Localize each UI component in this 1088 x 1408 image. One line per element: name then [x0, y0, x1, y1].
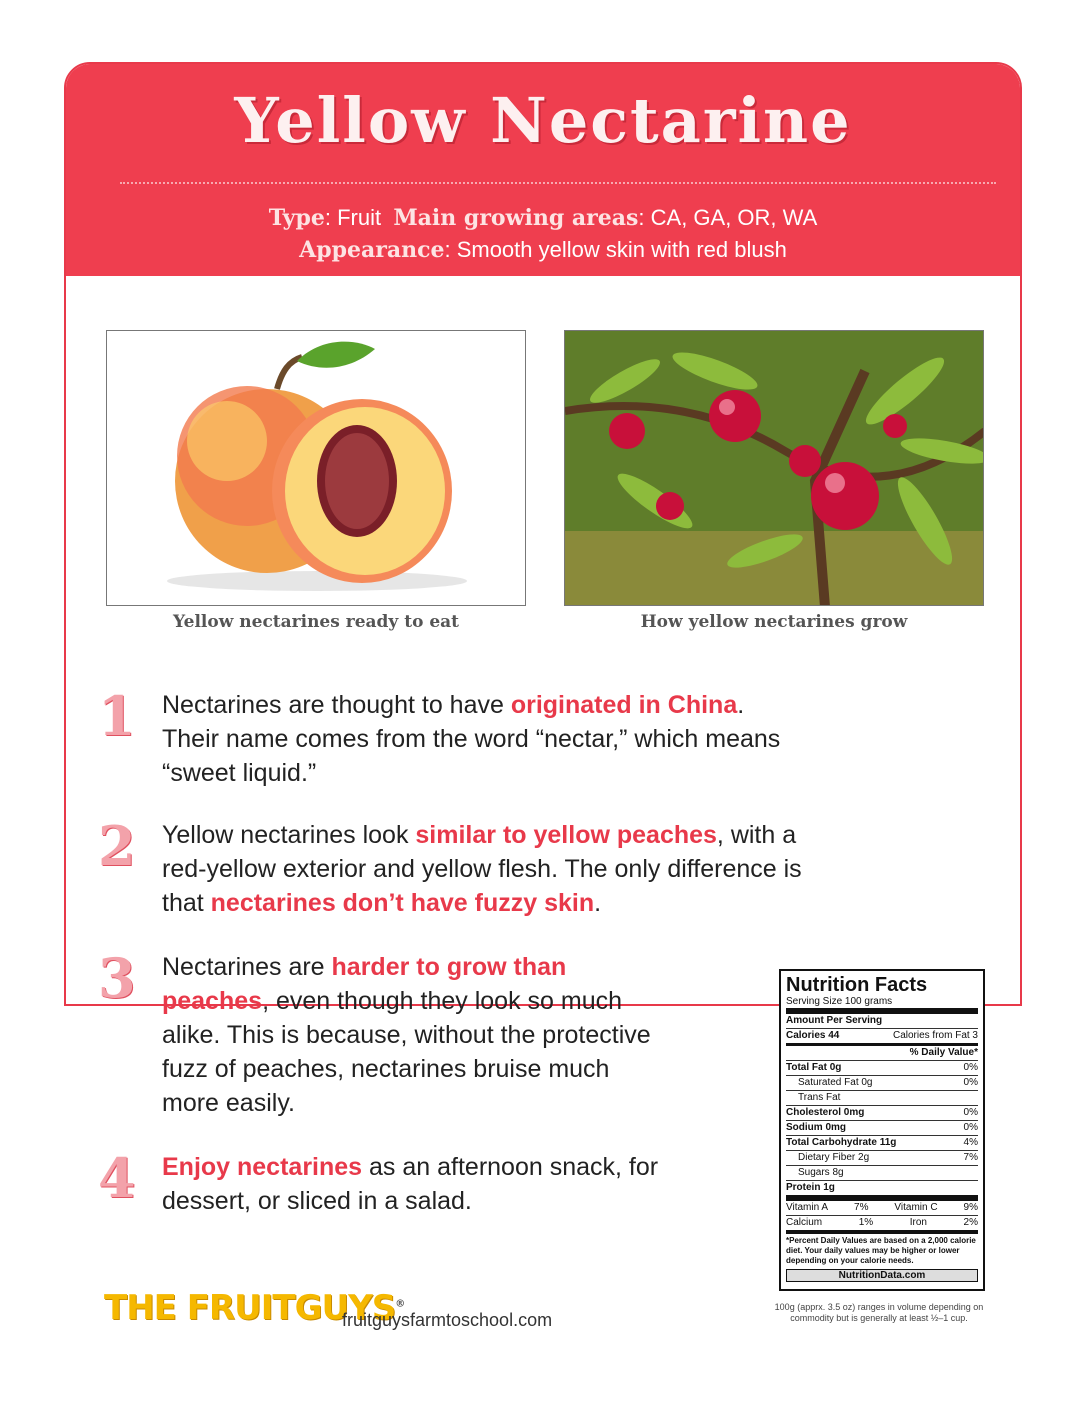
page-title: Yellow Nectarine	[234, 84, 852, 157]
fact-text-part: dessert, or sliced in a salad.	[162, 1187, 472, 1215]
nutrient-row	[786, 1105, 978, 1120]
nutrient-row	[786, 1180, 978, 1195]
mineral-row	[786, 1215, 978, 1230]
nectarine-fruit-photo	[106, 330, 526, 606]
fact-text	[162, 1150, 762, 1218]
iron: Iron	[909, 1217, 927, 1228]
fact-text-part: .	[594, 889, 602, 917]
fact-text-part: Nectarines are	[162, 953, 332, 981]
calories-row	[786, 1028, 978, 1043]
vitamin-a: Vitamin A	[786, 1202, 829, 1213]
nutrient-label: Trans Fat	[798, 1092, 841, 1103]
fruit-photo-caption: Yellow nectarines ready to eat	[172, 612, 460, 632]
fact-text-part: red-yellow exterior and yellow flesh. The only difference is	[162, 855, 802, 883]
nutrient-label: Sugars 8g	[798, 1167, 844, 1178]
nutrient-row	[786, 1150, 978, 1165]
appearance-value: : Smooth yellow skin with red blush	[444, 237, 787, 262]
logo-text: THE FRUITGUYS	[104, 1288, 396, 1328]
nutrient-row	[786, 1165, 978, 1180]
nutrient-label: Protein 1g	[786, 1182, 835, 1193]
fact-highlight: nectarines don’t have fuzzy skin	[210, 889, 595, 917]
fact-number: 2	[98, 814, 136, 878]
fact-highlight: peaches	[162, 987, 263, 1015]
fact-text	[162, 950, 762, 1120]
daily-value-label: % Daily Value*	[909, 1047, 978, 1058]
nutrient-value: 0%	[963, 1062, 978, 1073]
fact-text-part: , even though they look so much	[262, 987, 623, 1015]
nutrient-row	[786, 1120, 978, 1135]
fact-text-part: “sweet liquid.”	[162, 759, 317, 787]
amount-label: Amount Per Serving	[786, 1015, 883, 1026]
fact-text-part: .	[737, 691, 745, 719]
calcium: Calcium	[786, 1217, 823, 1228]
fact-highlight: Enjoy nectarines	[162, 1153, 363, 1181]
serving-note: 100g (apprx. 3.5 oz) ranges in volume depending on commodity but is generally at least ½–1 cup.	[774, 1302, 984, 1323]
fact-text-part: that	[162, 889, 211, 917]
header-banner	[66, 64, 1020, 276]
daily-value-header	[786, 1043, 978, 1060]
nutrient-value: 0%	[963, 1122, 978, 1133]
fact-text-part: Their name comes from the word “nectar,” which means	[162, 725, 781, 753]
nutrient-label: Sodium 0mg	[786, 1122, 847, 1133]
type-label: Type	[268, 205, 325, 231]
nutrient-value: 0%	[963, 1107, 978, 1118]
fact-highlight: originated in China	[510, 691, 738, 719]
areas-value: : CA, GA, OR, WA	[638, 205, 818, 230]
fact-number: 4	[98, 1146, 136, 1210]
nutrient-row	[786, 1060, 978, 1075]
type-value: : Fruit	[324, 205, 382, 230]
calories-from-fat: Calories from Fat 3	[892, 1030, 978, 1041]
footer-url: fruitguysfarmtoschool.com	[342, 1310, 553, 1330]
fact-text-part: Nectarines are thought to have	[162, 691, 511, 719]
nutrient-row	[786, 1090, 978, 1105]
nectarine-tree-photo	[564, 330, 984, 606]
nutrient-value: 7%	[963, 1152, 978, 1163]
nutrition-title: Nutrition Facts	[786, 974, 928, 996]
serving-size: Serving Size 100 grams	[786, 996, 893, 1007]
nutrient-row	[786, 1135, 978, 1150]
fruit-meta	[66, 202, 1020, 266]
nutrient-value: 0%	[963, 1077, 978, 1088]
fact-highlight: similar to yellow peaches	[415, 821, 717, 849]
fact-text	[162, 818, 962, 920]
fact-text-part: , with a	[716, 821, 797, 849]
calories: Calories 44	[786, 1030, 840, 1041]
nutrition-facts-panel	[779, 969, 985, 1291]
fact-number: 1	[98, 684, 136, 748]
dotted-divider	[120, 182, 996, 184]
appearance-label: Appearance	[299, 237, 445, 263]
registered-mark: ®	[395, 1298, 405, 1310]
nutrient-label: Saturated Fat 0g	[798, 1077, 873, 1088]
nutrient-label: Total Fat 0g	[786, 1062, 842, 1073]
nutrient-label: Dietary Fiber 2g	[798, 1152, 870, 1163]
fact-text-part: as an afternoon snack, for	[362, 1153, 659, 1181]
iron-value: 2%	[963, 1217, 978, 1228]
calcium-value: 1%	[858, 1217, 874, 1228]
nutrition-source: NutritionData.com	[786, 1269, 978, 1282]
nutrient-label: Cholesterol 0mg	[786, 1107, 865, 1118]
fact-highlight: harder to grow than	[331, 953, 567, 981]
vitamin-a-value: 7%	[854, 1202, 869, 1213]
nutrient-row	[786, 1075, 978, 1090]
fact-text-part: Yellow nectarines look	[162, 821, 416, 849]
tree-photo-caption: How yellow nectarines grow	[640, 612, 908, 632]
areas-label: Main growing areas	[393, 205, 639, 231]
nutrient-value: 4%	[963, 1137, 978, 1148]
nutrient-rows	[786, 1060, 978, 1195]
fact-text-part: more easily.	[162, 1089, 295, 1117]
fact-text-part: alike. This is because, without the protective	[162, 1021, 651, 1049]
daily-value-footnote: *Percent Daily Values are based on a 2,000 calorie diet. Your daily values may be higher or lower depending on your calorie needs.	[786, 1230, 978, 1266]
vitamin-row	[786, 1195, 978, 1215]
vitamin-c: Vitamin C	[894, 1202, 938, 1213]
vitamin-c-value: 9%	[963, 1202, 978, 1213]
fact-number: 3	[98, 946, 136, 1010]
nutrient-label: Total Carbohydrate 11g	[786, 1137, 897, 1148]
fact-text	[162, 688, 942, 790]
amount-per-serving	[786, 1008, 978, 1028]
fact-text-part: fuzz of peaches, nectarines bruise much	[162, 1055, 610, 1083]
